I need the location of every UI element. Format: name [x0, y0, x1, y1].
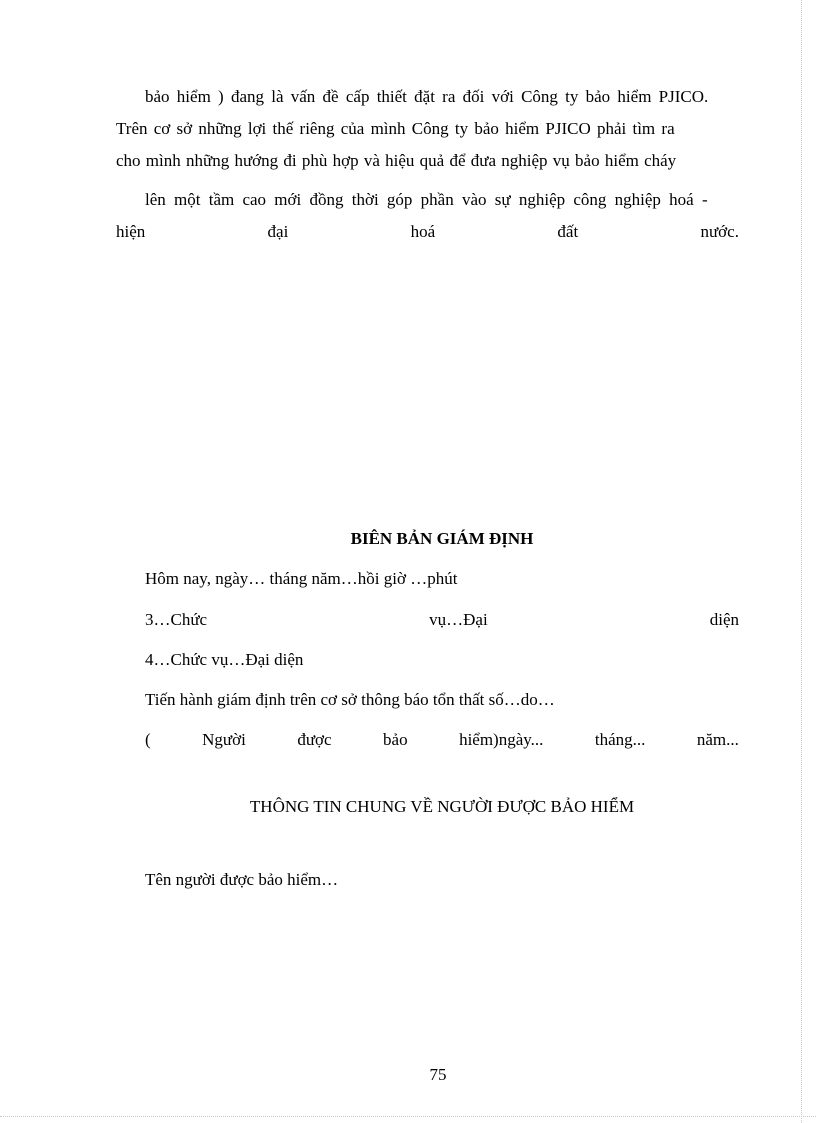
paragraph-line-1: bảo hiểm ) đang là vấn đề cấp thiết đặt ra đối với Công ty bảo hiểm PJICO.	[145, 87, 709, 106]
word: hiện	[116, 222, 146, 241]
date-line: Hôm nay, ngày… tháng năm…hồi giờ …phút	[145, 569, 458, 588]
word: năm...	[696, 730, 739, 749]
word: Người	[202, 730, 246, 749]
paragraph-line-5	[116, 221, 739, 243]
word: hoá	[410, 222, 436, 241]
word: 3…Chức	[145, 610, 208, 629]
insured-name-line: Tên người được bảo hiểm…	[145, 870, 339, 889]
word: (	[145, 730, 151, 749]
paragraph-line-3: cho mình những hướng đi phù hợp và hiệu quả để đưa nghiệp vụ bảo hiểm cháy	[116, 151, 677, 170]
page-edge-bottom	[0, 1116, 816, 1117]
word: đại	[267, 222, 289, 241]
word: nước.	[700, 222, 739, 241]
basis-line: Tiến hành giám định trên cơ sở thông báo tổn thất số…do…	[145, 690, 555, 709]
word: bảo	[383, 730, 408, 749]
representative-row-3	[145, 609, 739, 631]
word: được	[297, 730, 332, 749]
section-heading: THÔNG TIN CHUNG VỀ NGƯỜI ĐƯỢC BẢO HIỂM	[249, 797, 635, 816]
paragraph-line-2: Trên cơ sở những lợi thế riêng của mình Công ty bảo hiểm PJICO phải tìm ra	[116, 119, 675, 138]
word: đất	[557, 222, 579, 241]
page-number: 75	[429, 1065, 447, 1084]
word: vụ…Đại	[429, 610, 488, 629]
representative-row-4: 4…Chức vụ…Đại diện	[145, 650, 304, 669]
page-edge-right	[801, 0, 802, 1123]
paragraph-line-4: lên một tầm cao mới đồng thời góp phần vào sự nghiệp công nghiệp hoá -	[145, 190, 708, 209]
word: hiểm)ngày...	[459, 730, 544, 749]
word: diện	[709, 610, 739, 629]
insured-date-line	[145, 729, 739, 751]
form-title: BIÊN BẢN GIÁM ĐỊNH	[350, 529, 534, 548]
word: tháng...	[594, 730, 646, 749]
